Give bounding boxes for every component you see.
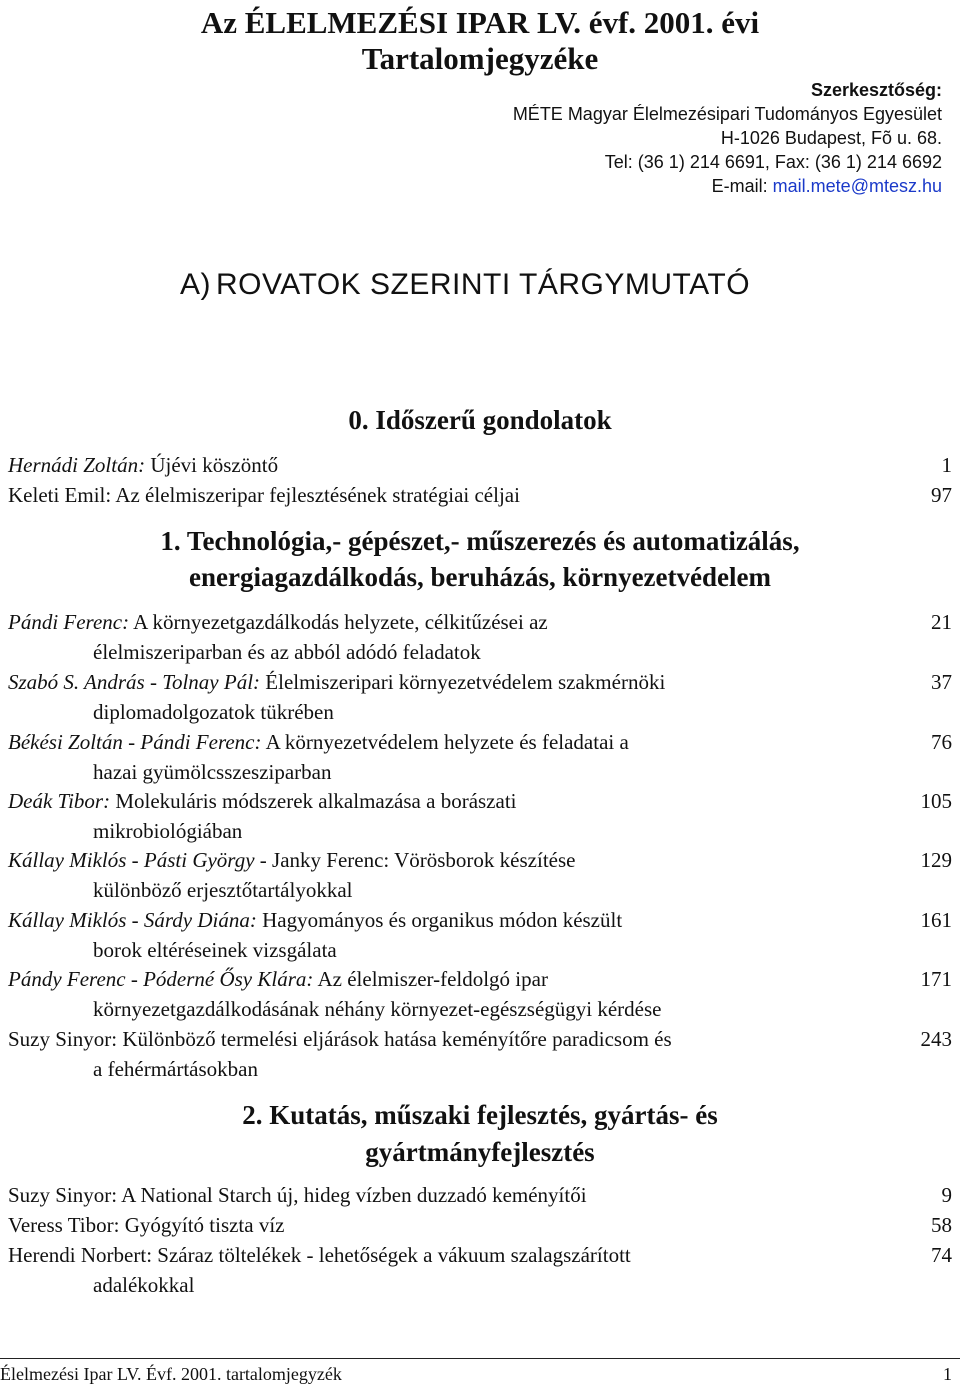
entry-title-cont: a fehérmártásokban [93,1057,258,1081]
entry-page: 97 [931,483,952,507]
entry-title: Molekuláris módszerek alkalmazása a borászati [110,789,517,813]
toc-entry[interactable] [8,450,952,480]
toc-entry[interactable] [8,667,952,727]
entry-title: Janky Ferenc: Vörösborok készítése [266,848,576,872]
toc-entry[interactable] [8,480,952,510]
toc-entry[interactable] [8,607,952,667]
section-1-heading-line2: energiagazdálkodás, beruházás, környezetvédelem [189,562,771,592]
entry-page: 129 [920,848,952,872]
toc-entry[interactable] [8,786,952,846]
entry-author: Pándy Ferenc - Póderné Ősy Klára: [8,967,314,991]
entry-page: 58 [931,1213,952,1237]
entry-title-cont: különböző erjesztőtartályokkal [93,878,353,902]
entry-author: Hernádi Zoltán: [8,453,146,477]
entry-title-cont: élelmiszeriparban és az abból adódó feladatok [93,640,481,664]
entry-page: 171 [920,967,952,991]
entry-title-cont: környezetgazdálkodásának néhány környezet-egészségügyi kérdése [93,997,662,1021]
toc-entry[interactable] [8,905,952,965]
entry-author: Kállay Miklós - Sárdy Diána: [8,908,257,932]
document-title-line2: Tartalomjegyzéke [361,41,599,76]
toc-entry[interactable] [8,1240,952,1300]
entry-title: Suzy Sinyor: A National Starch új, hideg vízben duzzadó keményítői [8,1183,587,1207]
entry-title: Az élelmiszer-feldolgó ipar [313,967,548,991]
toc-entry[interactable] [8,1024,952,1084]
footer-divider [0,1358,960,1359]
email-link[interactable]: mail.mete@mtesz.hu [772,176,942,196]
editor-address: H-1026 Budapest, Fõ u. 68. [720,128,942,148]
entry-title: Suzy Sinyor: Különböző termelési eljárások hatása keményítőre paradicsom és [8,1027,672,1051]
toc-entry[interactable] [8,727,952,787]
entry-title-cont: adalékokkal [93,1273,195,1297]
entry-title: Keleti Emil: Az élelmiszeripar fejlesztésének stratégiai céljai [8,483,520,507]
entry-title: A környezetgazdálkodás helyzete, célkitűzései az [129,610,548,634]
footer-page-number: 1 [943,1364,952,1384]
page-footer [0,1362,952,1386]
entry-page: 105 [920,789,952,813]
section-a-heading [180,268,750,302]
section-a-title: ROVATOK SZERINTI TÁRGYMUTATÓ [216,268,751,301]
section-1-heading-line1: 1. Technológia,- gépészet,- műszerezés és automatizálás, [160,526,800,556]
entry-title: Herendi Norbert: Száraz töltelékek - lehetőségek a vákuum szalagszárított [8,1243,631,1267]
editor-phone: Tel: (36 1) 214 6691, Fax: (36 1) 214 6692 [604,152,942,172]
section-0-heading: 0. Időszerű gondolatok [348,405,612,435]
entry-author: Békési Zoltán - Pándi Ferenc: [8,730,262,754]
toc-entry[interactable] [8,1210,952,1240]
toc-entry[interactable] [8,964,952,1024]
editor-email-line [513,174,942,198]
entry-title: A környezetvédelem helyzete és feladatai a [261,730,629,754]
entry-page: 74 [931,1243,952,1267]
entry-title-cont: diplomadolgozatok tükrében [93,700,334,724]
entry-author: Kállay Miklós - Pásti György - [8,848,267,872]
toc-entry[interactable] [8,845,952,905]
entry-page: 243 [920,1027,952,1051]
entry-page: 37 [931,670,952,694]
entry-title: Újévi köszöntő [145,453,279,477]
document-title-line1: Az ÉLELMEZÉSI IPAR LV. évf. 2001. évi [200,5,760,40]
entry-title-cont: borok eltéréseinek vizsgálata [93,938,337,962]
editor-org: MÉTE Magyar Élelmezésipari Tudományos Egyesület [512,104,942,124]
entry-page: 9 [941,1183,952,1207]
email-label: E-mail: [711,176,773,196]
entry-title: Hagyományos és organikus módon készült [256,908,623,932]
entry-page: 1 [941,453,952,477]
entry-title: Veress Tibor: Gyógyító tiszta víz [8,1213,285,1237]
entry-author: Deák Tibor: [8,789,111,813]
entry-author: Pándi Ferenc: [8,610,130,634]
footer-text: Élelmezési Ipar LV. Évf. 2001. tartalomjegyzék [0,1364,342,1384]
section-a-letter: A) [180,268,211,301]
entry-title: Élelmiszeripari környezetvédelem szakmérnöki [260,670,666,694]
editorial-info [513,78,942,198]
entry-author: Szabó S. András - Tolnay Pál: [8,670,261,694]
section-2-heading-line2: gyártmányfejlesztés [365,1137,595,1167]
entry-title-cont: hazai gyümölcsszesziparban [93,760,332,784]
section-2-heading-line1: 2. Kutatás, műszaki fejlesztés, gyártás- és [242,1100,718,1130]
entry-page: 76 [931,730,952,754]
entry-page: 21 [931,610,952,634]
entry-title-cont: mikrobiológiában [93,819,243,843]
entry-page: 161 [920,908,952,932]
toc-entry[interactable] [8,1180,952,1210]
editor-label: Szerkesztőség: [810,80,942,100]
